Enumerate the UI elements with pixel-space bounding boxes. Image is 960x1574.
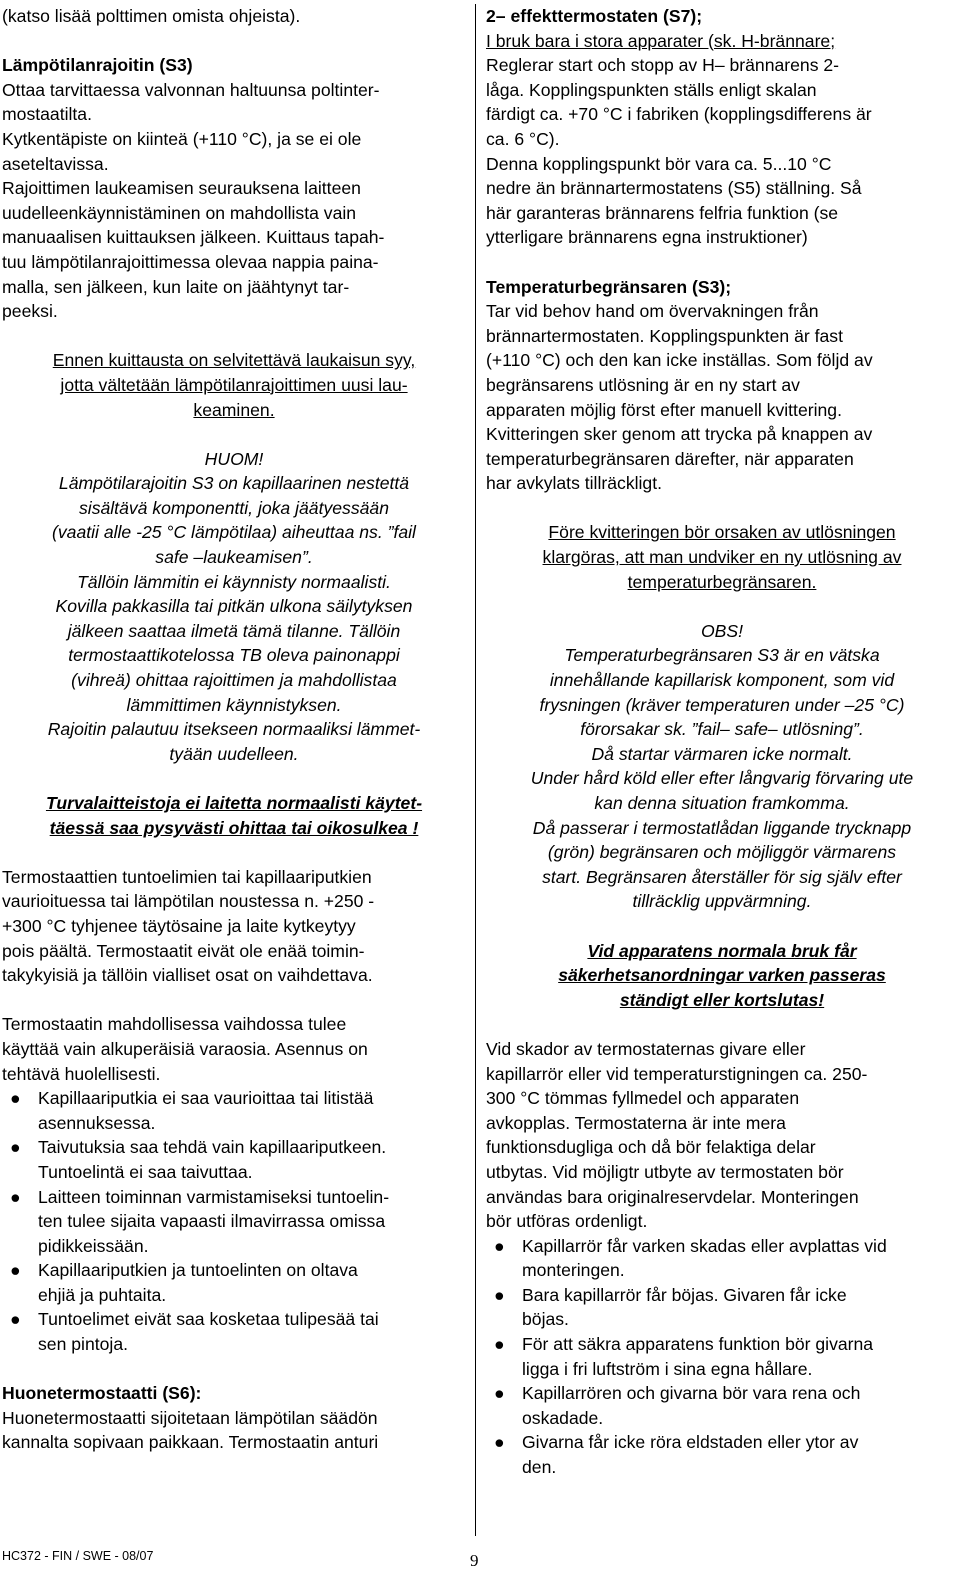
- obs-note-sv: [486, 619, 958, 914]
- bullet-icon: ●: [10, 1260, 21, 1281]
- bullet-list-fi: [2, 1086, 466, 1357]
- sensor-damage-sv: [486, 1037, 958, 1234]
- text-line: innehållande kapillarisk komponent, som vid: [549, 670, 895, 691]
- safety-warning-sv: [486, 939, 958, 1013]
- page-number: 9: [470, 1551, 479, 1570]
- s3-heading-fi: Lämpötilanrajoitin (S3): [2, 55, 193, 76]
- text-line: avkopplas. Termostaterna är inte mera: [486, 1112, 786, 1133]
- text-line: frysningen (kräver temperaturen under –25 °C): [539, 694, 905, 715]
- text-line: manuaalisen kuittauksen jälkeen. Kuittaus tapah-: [2, 227, 385, 248]
- text-line: temperaturbegränsaren därefter, när apparaten: [486, 448, 854, 469]
- bullet-icon: ●: [494, 1284, 505, 1305]
- bullet-icon: ●: [10, 1309, 21, 1330]
- intro-text: (katso lisää polttimen omista ohjeista).: [2, 6, 301, 26]
- text-line: Då startar värmaren icke normalt.: [591, 743, 853, 764]
- text-line: klargöras, att man undviker en ny utlösning av: [542, 547, 902, 568]
- text-line: (grön) begränsaren och möjliggör värmarens: [547, 842, 897, 863]
- text-line: låga. Kopplingspunkten ställs enligt skalan: [486, 79, 817, 100]
- text-line: start. Begränsaren återställer för sig själv efter: [542, 866, 902, 887]
- text-line: aseteltavissa.: [2, 153, 109, 174]
- text-line: keaminen.: [193, 399, 275, 420]
- text-line: utbytas. Vid möjligtr utbyte av termostaten bör: [486, 1161, 844, 1182]
- list-item: [2, 1086, 466, 1135]
- text-line: 300 °C tömmas fyllmedel och apparaten: [486, 1088, 800, 1109]
- text-line: Kapillaariputkien ja tuntoelinten on oltava: [38, 1260, 358, 1281]
- list-item: [486, 1234, 958, 1283]
- text-line: Kvitteringen sker genom att trycka på knappen av: [486, 424, 873, 445]
- text-line: funktionsdugliga och då bör felaktiga delar: [486, 1137, 816, 1158]
- text-line: Kapillaariputkia ei saa vaurioittaa tai litistää: [38, 1088, 374, 1109]
- text-line: I bruk bara i stora apparater (sk. H-brännare;: [486, 30, 836, 51]
- text-line: Tuntoelimet eivät saa kosketaa tulipesää tai: [38, 1309, 379, 1330]
- text-line: safe –laukeamisen”.: [155, 547, 313, 568]
- text-line: takykyisiä ja tällöin vialliset osat on vaihdettava.: [2, 965, 373, 986]
- text-line: Tar vid behov hand om övervakningen från: [486, 301, 819, 322]
- text-line: uudelleenkäynnistäminen on mahdollista vain: [2, 202, 357, 223]
- text-line: Huonetermostaatti sijoitetaan lämpötilan säädön: [2, 1407, 378, 1428]
- text-line: ytterligare brännarens egna instruktioner): [486, 227, 808, 248]
- text-line: nedre än brännartermostatens (S5) ställning. Så: [486, 178, 862, 199]
- bullet-icon: ●: [10, 1137, 21, 1158]
- list-item: [2, 1258, 466, 1307]
- text-line: malla, sen jälkeen, kun laite on jäähtynyt tar-: [2, 276, 350, 297]
- text-line: käyttää vain alkuperäisiä varaosia. Asennus on: [2, 1038, 368, 1059]
- text-line: Ottaa tarvittaessa valvonnan haltuunsa poltinter-: [2, 79, 380, 100]
- text-line: tuu lämpötilanrajoittimessa olevaa nappia paina-: [2, 251, 379, 272]
- text-line: har avkylats tillräckligt.: [486, 473, 662, 494]
- text-line: asennuksessa.: [38, 1112, 156, 1133]
- text-line: Taivutuksia saa tehdä vain kapillaariputkeen.: [38, 1137, 387, 1158]
- text-line: användas bara originalreservdelar. Monteringen: [486, 1186, 859, 1207]
- list-item: [486, 1430, 958, 1479]
- text-line: säkerhetsanordningar varken passeras: [558, 965, 886, 986]
- text-line: kapillarrör eller vid temperaturstigningen ca. 250-: [486, 1063, 868, 1084]
- text-line: Vid skador av termostaternas givare eller: [486, 1038, 806, 1059]
- text-line: vaurioituessa tai lämpötilan noustessa n. +250 -: [2, 891, 375, 912]
- text-line: förorsakar sk. ”fail– safe– utlösning”.: [580, 719, 864, 740]
- huom-note-fi: [2, 447, 466, 767]
- bullet-icon: ●: [494, 1432, 505, 1453]
- text-line: Bara kapillarrör får böjas. Givaren får icke: [522, 1284, 847, 1305]
- text-line: ligga i fri luftström i sina egna hållare.: [522, 1358, 813, 1379]
- safety-warning-fi: [2, 791, 466, 840]
- text-line: Före kvitteringen bör orsaken av utlösningen: [548, 522, 896, 543]
- list-item: [486, 1283, 958, 1332]
- text-line: Lämpötilarajoitin S3 on kapillaarinen nestettä: [58, 473, 410, 494]
- text-line: Då passerar i termostatlådan liggande trycknapp: [532, 817, 912, 838]
- footer-doc-code: HC372 - FIN / SWE - 08/07: [2, 1549, 154, 1563]
- text-line: Kytkentäpiste on kiinteä (+110 °C), ja se ei ole: [2, 128, 362, 149]
- text-line: Termostaatin mahdollisessa vaihdossa tulee: [2, 1014, 347, 1035]
- text-line: oskadade.: [522, 1407, 604, 1428]
- text-line: ca. 6 °C).: [486, 128, 560, 149]
- text-line: +300 °C tyhjenee täytösaine ja laite kytkeytyy: [2, 915, 356, 936]
- text-line: tillräcklig uppvärmning.: [632, 891, 812, 912]
- reset-warning-sv: [486, 520, 958, 594]
- note-title: OBS!: [700, 620, 744, 641]
- text-line: tyään uudelleen.: [169, 743, 299, 764]
- text-line: bör utföras ordenligt.: [486, 1211, 648, 1232]
- text-line: täessä saa pysyvästi ohittaa tai oikosulkea !: [49, 817, 419, 838]
- text-line: apparaten möjlig först efter manuell kvittering.: [486, 399, 842, 420]
- text-line: mostaatilta.: [2, 104, 92, 125]
- s6-heading-fi: Huonetermostaatti (S6):: [2, 1383, 202, 1404]
- list-item: [486, 1332, 958, 1381]
- note-title: HUOM!: [204, 448, 264, 469]
- text-line: monteringen.: [522, 1260, 625, 1281]
- list-item: [2, 1185, 466, 1259]
- list-item: [2, 1307, 466, 1356]
- bullet-icon: ●: [10, 1088, 21, 1109]
- text-line: jälkeen saattaa ilmetä tämä tilanne. Tällöin: [67, 620, 401, 641]
- bullet-icon: ●: [10, 1186, 21, 1207]
- s3-body-fi: [2, 78, 466, 324]
- text-line: sisältävä komponentti, joka jäätyessään: [78, 497, 390, 518]
- text-line: pidikkeissään.: [38, 1235, 149, 1256]
- text-line: ten tulee sijaita vapaasti ilmavirrassa omissa: [38, 1211, 386, 1232]
- text-line: lämmittimen käynnistyksen.: [126, 694, 342, 715]
- text-line: Rajoittimen laukeamisen seurauksena laitteen: [2, 178, 361, 199]
- text-line: ständigt eller kortslutas!: [619, 989, 825, 1010]
- text-line: Tällöin lämmitin ei käynnisty normaalisti.: [77, 571, 391, 592]
- text-line: tehtävä huolellisesti.: [2, 1063, 161, 1084]
- text-line: Denna kopplingspunkt bör vara ca. 5...10 °C: [486, 153, 832, 174]
- text-line: sen pintoja.: [38, 1334, 128, 1355]
- column-divider: [475, 4, 476, 1536]
- s7-heading-sv: 2– effekttermostaten (S7);: [486, 6, 703, 26]
- text-line: termostaattikotelossa TB oleva painonappi: [68, 645, 400, 666]
- text-line: Under hård köld eller efter långvarig förvaring ute: [530, 768, 914, 789]
- bullet-icon: ●: [494, 1235, 505, 1256]
- bullet-icon: ●: [494, 1383, 505, 1404]
- text-line: Kapillarrör får varken skadas eller avplattas vid: [522, 1235, 887, 1256]
- text-line: temperaturbegränsaren.: [627, 571, 817, 592]
- text-line: ehjiä ja puhtaita.: [38, 1284, 167, 1305]
- text-line: Rajoitin palautuu itsekseen normaaliksi lämmet-: [47, 719, 421, 740]
- text-line: pois päältä. Termostaatit eivät ole enää toimin-: [2, 940, 365, 961]
- right-column-swedish: [486, 4, 958, 1480]
- text-line: böjas.: [522, 1309, 569, 1330]
- text-line: här garanteras brännarens felfria funktion (se: [486, 202, 839, 223]
- text-line: Reglerar start och stopp av H– brännarens 2-: [486, 55, 840, 76]
- text-line: Kapillarrören och givarna bör vara rena och: [522, 1383, 861, 1404]
- text-line: begränsarens utlösning är en ny start av: [486, 374, 800, 395]
- text-line: (vaatii alle -25 °C lämpötilaa) aiheuttaa ns. ”fail: [52, 522, 416, 543]
- text-line: Termostaattien tuntoelimien tai kapillaariputkien: [2, 866, 372, 887]
- bullet-icon: ●: [494, 1334, 505, 1355]
- text-line: brännartermostaten. Kopplingspunkten är fast: [486, 325, 843, 346]
- text-line: (+110 °C) och den kan icke inställas. Som följd av: [486, 350, 873, 371]
- text-line: Vid apparatens normala bruk får: [587, 940, 857, 961]
- text-line: Ennen kuittausta on selvitettävä laukaisun syy,: [52, 350, 416, 371]
- text-line: Laitteen toiminnan varmistamiseksi tuntoelin-: [38, 1186, 390, 1207]
- text-line: För att säkra apparatens funktion bör givarna: [522, 1334, 874, 1355]
- s3-body-sv: [486, 299, 958, 496]
- text-line: Kovilla pakkasilla tai pitkän ulkona säilytyksen: [55, 596, 413, 617]
- s3-heading-sv: Temperaturbegränsaren (S3);: [486, 276, 732, 297]
- replacement-fi: [2, 1012, 466, 1086]
- text-line: Temperaturbegränsaren S3 är en vätska: [564, 645, 880, 666]
- text-line: kannalta sopivaan paikkaan. Termostaatin anturi: [2, 1432, 379, 1453]
- text-line: Givarna får icke röra eldstaden eller ytor av: [522, 1432, 859, 1453]
- left-column-finnish: [2, 4, 466, 1455]
- text-line: färdigt ca. +70 °C i fabriken (kopplingsdifferens är: [486, 104, 872, 125]
- text-line: kan denna situation framkomma.: [594, 793, 850, 813]
- text-line: den.: [522, 1457, 557, 1478]
- s7-body-sv: [486, 29, 958, 250]
- text-line: (vihreä) ohittaa rajoittimen ja mahdollistaa: [71, 670, 397, 691]
- bullet-list-sv: [486, 1234, 958, 1480]
- reset-warning-fi: [2, 348, 466, 422]
- text-line: Turvalaitteistoja ei laitetta normaalisti käytet-: [45, 793, 423, 813]
- sensor-damage-fi: [2, 865, 466, 988]
- text-line: peeksi.: [2, 301, 58, 322]
- text-line: Tuntoelintä ei saa taivuttaa.: [38, 1161, 253, 1182]
- list-item: [2, 1135, 466, 1184]
- list-item: [486, 1381, 958, 1430]
- text-line: jotta vältetään lämpötilanrajoittimen uusi lau-: [60, 374, 408, 395]
